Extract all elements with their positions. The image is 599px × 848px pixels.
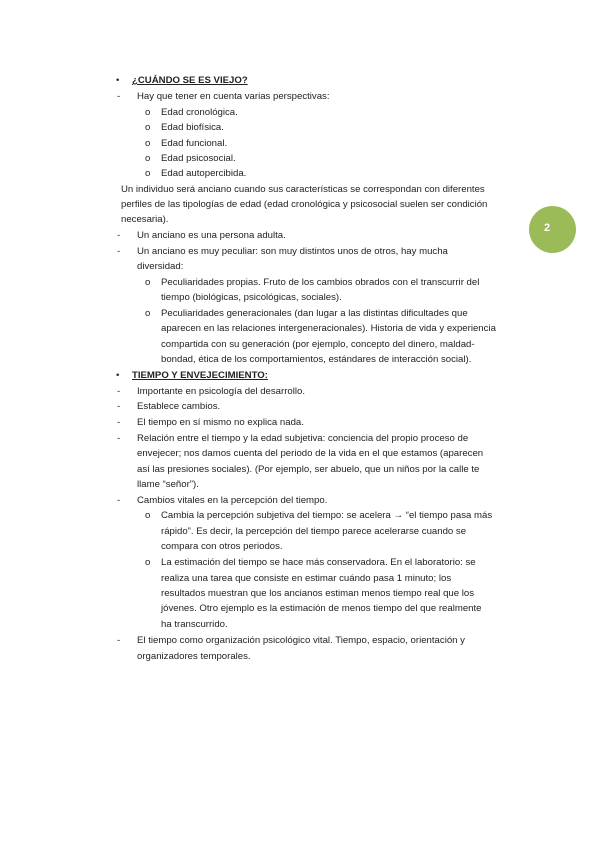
dash-icon: - [117,433,121,444]
sub-item: Peculiaridades generacionales (dan lugar a las distintas dificultades que [161,308,468,319]
sub-item: Peculiaridades propias. Fruto de los cambios obrados con el transcurrir del [161,277,480,288]
list-item: Relación entre el tiempo y la edad subjetiva: conciencia del propio proceso de [137,433,469,444]
intro-text: Hay que tener en cuenta varias perspectivas: [137,91,330,102]
dash-icon: - [117,246,121,257]
sub-item-cont: ha transcurrido. [161,619,228,630]
perspective-item: Edad funcional. [161,138,228,149]
sub-item-cont: tiempo (biológicas, psicológicas, sociales). [161,292,342,303]
dash-icon: - [117,495,121,506]
section-heading-2: TIEMPO Y ENVEJECIMIENTO: [132,370,268,381]
section-heading-1: ¿CUÁNDO SE ES VIEJO? [132,75,248,86]
list-item: Cambios vitales en la percepción del tiempo. [137,495,328,506]
perspective-item: Edad psicosocial. [161,153,236,164]
paragraph-line: necesaria). [121,214,169,225]
perspective-item: Edad biofísica. [161,122,224,133]
list-item: El tiempo como organización psicológico vital. Tiempo, espacio, orientación y [137,635,465,646]
circle-bullet-icon: o [145,107,151,118]
sub-item: La estimación del tiempo se hace más conservadora. En el laboratorio: se [161,557,476,568]
sub-item-cont: jóvenes. Otro ejemplo es la estimación de menos tiempo del que realmente [161,603,482,614]
list-item-cont: llame “señor”). [137,479,199,490]
page-number-badge [529,206,576,253]
list-item-cont: envejecer; nos damos cuenta del periodo de la vida en el que estamos (aparecen [137,448,484,459]
list-item: El tiempo en sí mismo no explica nada. [137,417,304,428]
page-number: 2 [544,222,551,234]
sub-item-cont: bondad, ética de los comportamientos, estándares de interacción social). [161,354,472,365]
paragraph-line: Un individuo será anciano cuando sus características se correspondan con diferentes [121,184,485,195]
circle-bullet-icon: o [145,153,151,164]
sub-item-cont: compartida con su generación (por ejemplo, concepto del dinero, maldad- [161,339,475,350]
circle-bullet-icon: o [145,308,151,319]
dash-icon: - [117,230,121,241]
list-item-cont: así las presiones sociales). (Por ejemplo, ser abuelo, que un niños por la calle te [137,464,480,475]
dash-icon: - [117,401,121,412]
list-item: Un anciano es una persona adulta. [137,230,286,241]
list-item-cont: diversidad: [137,261,184,272]
paragraph-line: perfiles de las tipologías de edad (edad cronológica y psicosocial suelen ser condición [121,199,488,210]
list-item-cont: organizadores temporales. [137,651,251,662]
circle-bullet-icon: o [145,138,151,149]
sub-item-cont: rápido”. Es decir, la percepción del tiempo parece acelerarse cuando se [161,526,467,537]
circle-bullet-icon: o [145,277,151,288]
circle-bullet-icon: o [145,557,151,568]
dash-icon: - [117,91,121,102]
circle-bullet-icon: o [145,510,151,521]
dash-icon: - [117,417,121,428]
list-item: Un anciano es muy peculiar: son muy distintos unos de otros, hay mucha [137,246,448,257]
circle-bullet-icon: o [145,122,151,133]
dash-icon: - [117,635,121,646]
list-item: Establece cambios. [137,401,221,412]
bullet-icon: • [116,75,120,86]
sub-item-cont: aparecen en las relaciones intergeneracionales). Historia de vida y experiencia [161,323,496,334]
list-item: Importante en psicología del desarrollo. [137,386,305,397]
circle-bullet-icon: o [145,168,151,179]
perspective-item: Edad autopercibida. [161,168,247,179]
dash-icon: - [117,386,121,397]
sub-item-cont: resultados muestran que los ancianos estiman menos tiempo real que los [161,588,475,599]
bullet-icon: • [116,370,120,381]
perspective-item: Edad cronológica. [161,107,238,118]
sub-item-cont: realiza una tarea que consiste en estimar cuándo pasa 1 minuto; los [161,573,452,584]
sub-item-cont: compara con otros periodos. [161,541,283,552]
sub-item: Cambia la percepción subjetiva del tiempo: se acelera → “el tiempo pasa más [161,510,493,521]
